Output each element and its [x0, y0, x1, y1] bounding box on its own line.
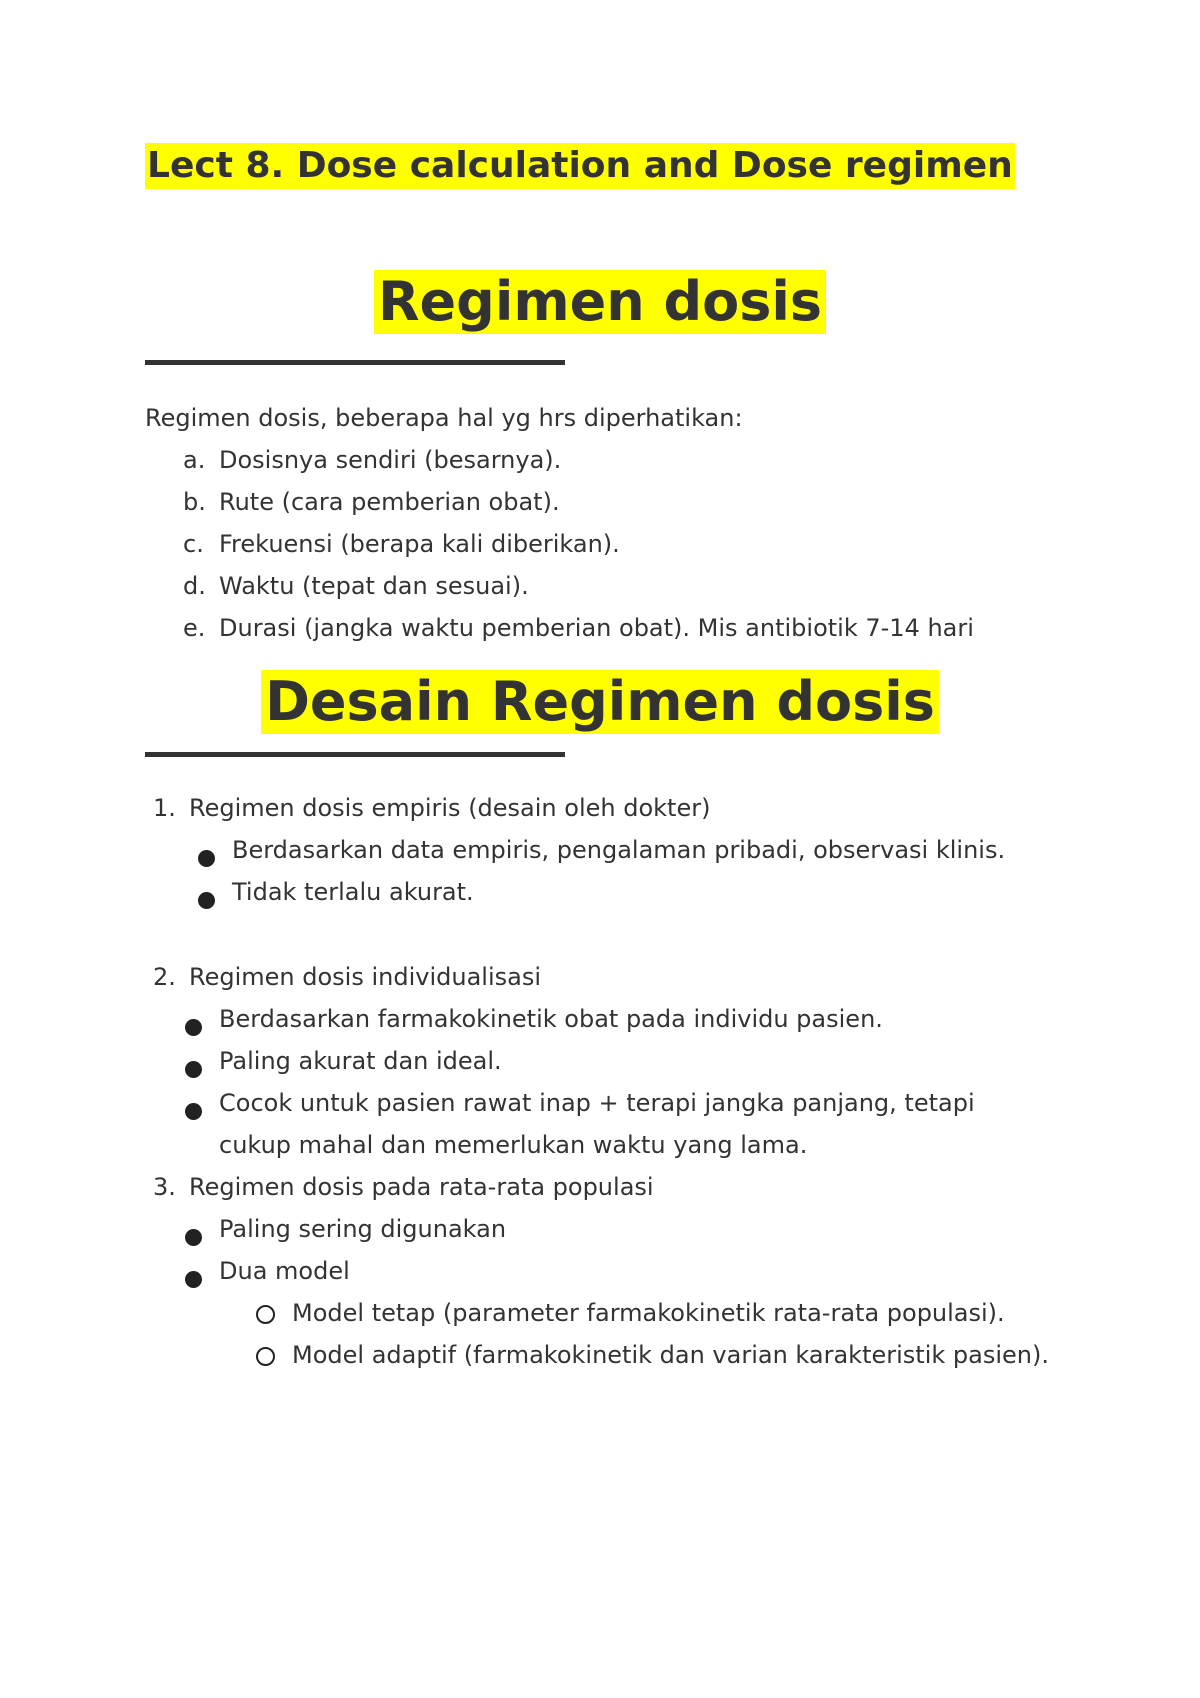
list-item-e: Durasi (jangka waktu pemberian obat). Mis antibiotik 7-14 hari: [219, 614, 974, 642]
sub-bullet-item: Model tetap (parameter farmakokinetik rata-rata populasi).: [292, 1299, 1005, 1327]
section-intro: Regimen dosis, beberapa hal yg hrs diperhatikan:: [145, 404, 743, 432]
horizontal-rule: [145, 752, 565, 757]
list-item-3: Regimen dosis pada rata-rata populasi: [189, 1173, 654, 1201]
horizontal-rule: [145, 360, 565, 365]
bullet-dot-icon: [198, 850, 215, 867]
list-item-2: Regimen dosis individualisasi: [189, 963, 541, 991]
list-marker-2: 2.: [153, 963, 176, 991]
bullet-item: Tidak terlalu akurat.: [232, 878, 474, 906]
bullet-dot-icon: [185, 1103, 202, 1120]
list-marker-1: 1.: [153, 794, 176, 822]
bullet-dot-icon: [185, 1061, 202, 1078]
section-heading-desain-regimen-dosis: [0, 670, 1200, 734]
bullet-dot-icon: [185, 1019, 202, 1036]
list-item-b: Rute (cara pemberian obat).: [219, 488, 560, 516]
bullet-item-continued: cukup mahal dan memerlukan waktu yang lama.: [219, 1131, 808, 1159]
list-item-1: Regimen dosis empiris (desain oleh dokter): [189, 794, 711, 822]
bullet-item: Dua model: [219, 1257, 350, 1285]
list-marker-e: e.: [183, 614, 206, 642]
lecture-title: Lect 8. Dose calculation and Dose regimen: [145, 143, 1015, 189]
list-marker-c: c.: [183, 530, 204, 558]
list-marker-3: 3.: [153, 1173, 176, 1201]
bullet-item: Paling sering digunakan: [219, 1215, 507, 1243]
bullet-item: Paling akurat dan ideal.: [219, 1047, 502, 1075]
bullet-dot-icon: [185, 1271, 202, 1288]
list-marker-b: b.: [183, 488, 206, 516]
bullet-dot-icon: [198, 892, 215, 909]
list-item-a: Dosisnya sendiri (besarnya).: [219, 446, 562, 474]
section-heading-text: Regimen dosis: [374, 270, 826, 334]
bullet-circle-icon: [256, 1305, 275, 1324]
list-marker-a: a.: [183, 446, 206, 474]
bullet-item: Berdasarkan data empiris, pengalaman pribadi, observasi klinis.: [232, 836, 1006, 864]
section-heading-regimen-dosis: [0, 270, 1200, 334]
bullet-item: Cocok untuk pasien rawat inap + terapi jangka panjang, tetapi: [219, 1089, 975, 1117]
list-marker-d: d.: [183, 572, 206, 600]
section-heading-text: Desain Regimen dosis: [261, 670, 939, 734]
sub-bullet-item: Model adaptif (farmakokinetik dan varian karakteristik pasien).: [292, 1341, 1049, 1369]
list-item-d: Waktu (tepat dan sesuai).: [219, 572, 529, 600]
bullet-dot-icon: [185, 1229, 202, 1246]
bullet-circle-icon: [256, 1347, 275, 1366]
list-item-c: Frekuensi (berapa kali diberikan).: [219, 530, 620, 558]
bullet-item: Berdasarkan farmakokinetik obat pada individu pasien.: [219, 1005, 883, 1033]
